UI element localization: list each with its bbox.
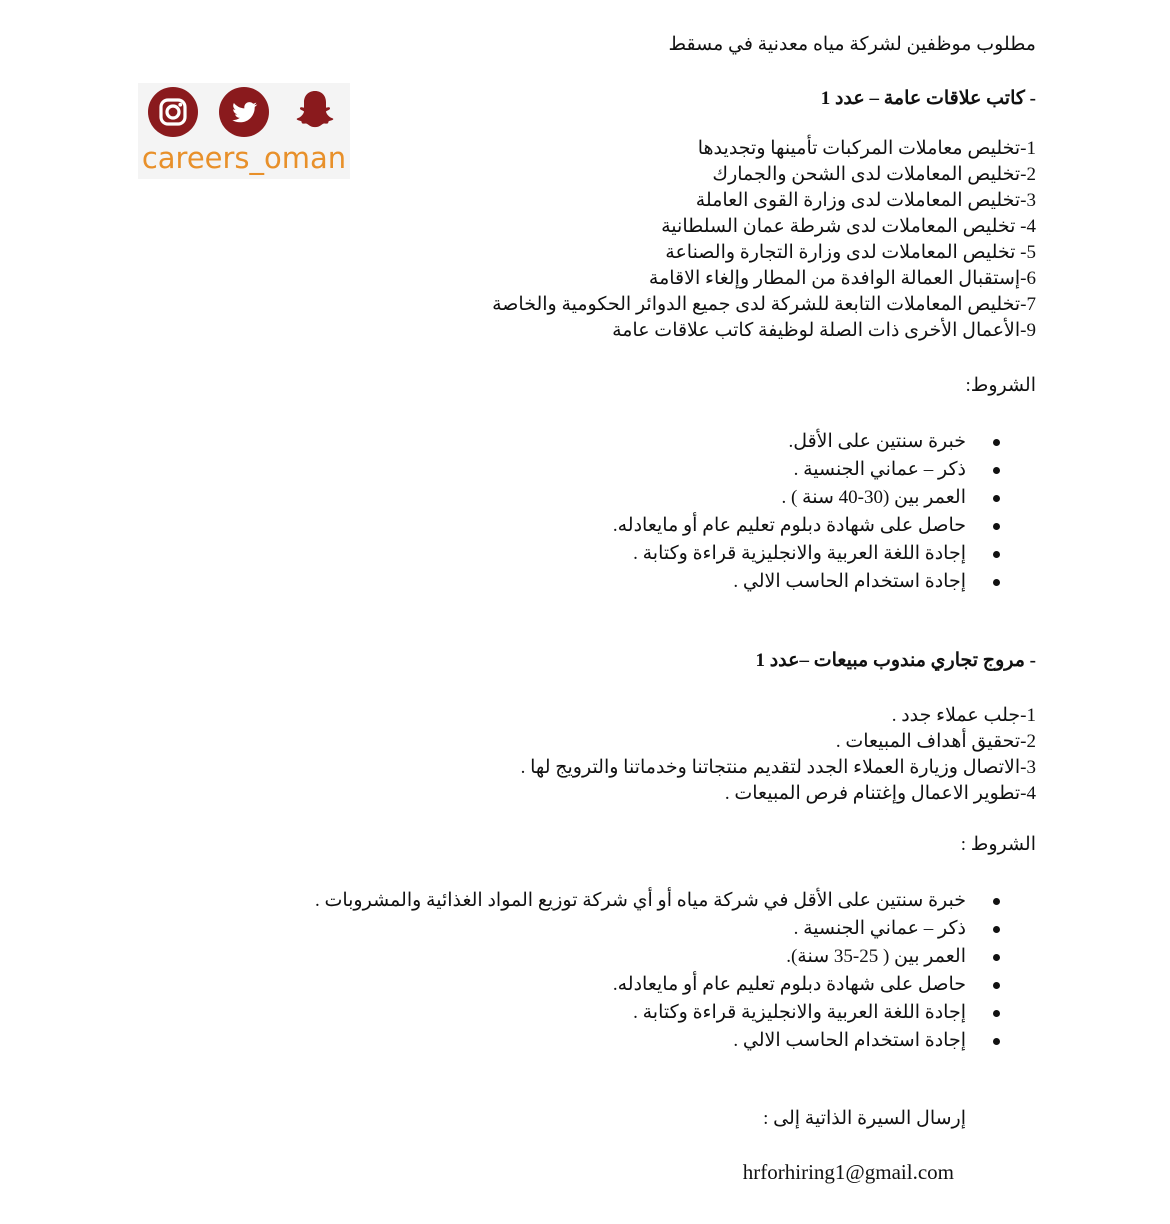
bullet-icon [993, 982, 1000, 989]
job1-condition: ذكر – عماني الجنسية . [613, 456, 1000, 484]
job1-condition: إجادة استخدام الحاسب الالي . [613, 568, 1000, 596]
job2-conditions-label: الشروط : [960, 834, 1036, 855]
job1-condition: العمر بين (30-40 سنة ) . [613, 484, 1000, 512]
job1-task: 7-تخليص المعاملات التابعة للشركة لدى جميع الدوائر الحكومية والخاصة [492, 294, 1036, 315]
job1-task: 6-إستقبال العمالة الوافدة من المطار وإلغاء الاقامة [648, 268, 1036, 289]
bullet-icon [993, 495, 1000, 502]
social-icons [148, 87, 340, 137]
job2-condition: إجادة استخدام الحاسب الالي . [315, 1027, 1000, 1055]
job1-task: 2-تخليص المعاملات لدى الشحن والجمارك [712, 164, 1036, 185]
job2-condition: إجادة اللغة العربية والانجليزية قراءة وكتابة . [315, 999, 1000, 1027]
bullet-icon [993, 1038, 1000, 1045]
job1-conditions-label: الشروط: [965, 375, 1036, 396]
job1-task: 1-تخليص معاملات المركبات تأمينها وتجديدها [697, 138, 1036, 159]
snapchat-icon [290, 87, 340, 137]
social-badge [138, 83, 350, 179]
job1-task-list [492, 136, 1036, 344]
bullet-icon [993, 579, 1000, 586]
job2-condition: العمر بين ( 25-35 سنة). [315, 943, 1000, 971]
job1-condition: خبرة سنتين على الأقل. [613, 428, 1000, 456]
bullet-icon [993, 954, 1000, 961]
bullet-icon [993, 467, 1000, 474]
job1-condition: إجادة اللغة العربية والانجليزية قراءة وكتابة . [613, 540, 1000, 568]
twitter-icon [219, 87, 269, 137]
job2-title: - مروج تجاري مندوب مبيعات –عدد 1 [755, 650, 1036, 671]
page-heading: مطلوب موظفين لشركة مياه معدنية في مسقط [668, 34, 1036, 55]
bullet-icon [993, 898, 1000, 905]
job1-task: 4- تخليص المعاملات لدى شرطة عمان السلطانية [661, 216, 1036, 237]
job2-condition: خبرة سنتين على الأقل في شركة مياه أو أي شركة توزيع المواد الغذائية والمشروبات . [315, 887, 1000, 915]
job1-conditions-list [613, 428, 1000, 596]
bullet-icon [993, 523, 1000, 530]
job2-task: 4-تطوير الاعمال وإغتنام فرص المبيعات . [724, 783, 1036, 804]
bullet-icon [993, 926, 1000, 933]
job1-title: - كاتب علاقات عامة – عدد 1 [820, 88, 1036, 109]
job2-task-list [521, 703, 1036, 807]
job2-task: 1-جلب عملاء جدد . [891, 705, 1036, 726]
job2-condition: ذكر – عماني الجنسية . [315, 915, 1000, 943]
social-handle: careers_oman [141, 141, 347, 175]
bullet-icon [993, 439, 1000, 446]
job2-condition: حاصل على شهادة دبلوم تعليم عام أو مايعادله. [315, 971, 1000, 999]
job1-task: 3-تخليص المعاملات لدى وزارة القوى العاملة [695, 190, 1036, 211]
job2-task: 2-تحقيق أهداف المبيعات . [835, 731, 1036, 752]
email-link[interactable]: hrforhiring1@gmail.com [742, 1160, 954, 1184]
bullet-icon [993, 1010, 1000, 1017]
job2-conditions-list [315, 887, 1000, 1055]
cv-label: إرسال السيرة الذاتية إلى : [763, 1108, 966, 1129]
job1-task: 9-الأعمال الأخرى ذات الصلة لوظيفة كاتب علاقات عامة [612, 320, 1036, 341]
job2-task: 3-الاتصال وزيارة العملاء الجدد لتقديم منتجاتنا وخدماتنا والترويج لها . [520, 757, 1036, 778]
job1-condition: حاصل على شهادة دبلوم تعليم عام أو مايعادله. [613, 512, 1000, 540]
job1-task: 5- تخليص المعاملات لدى وزارة التجارة والصناعة [665, 242, 1036, 263]
bullet-icon [993, 551, 1000, 558]
instagram-icon [148, 87, 198, 137]
